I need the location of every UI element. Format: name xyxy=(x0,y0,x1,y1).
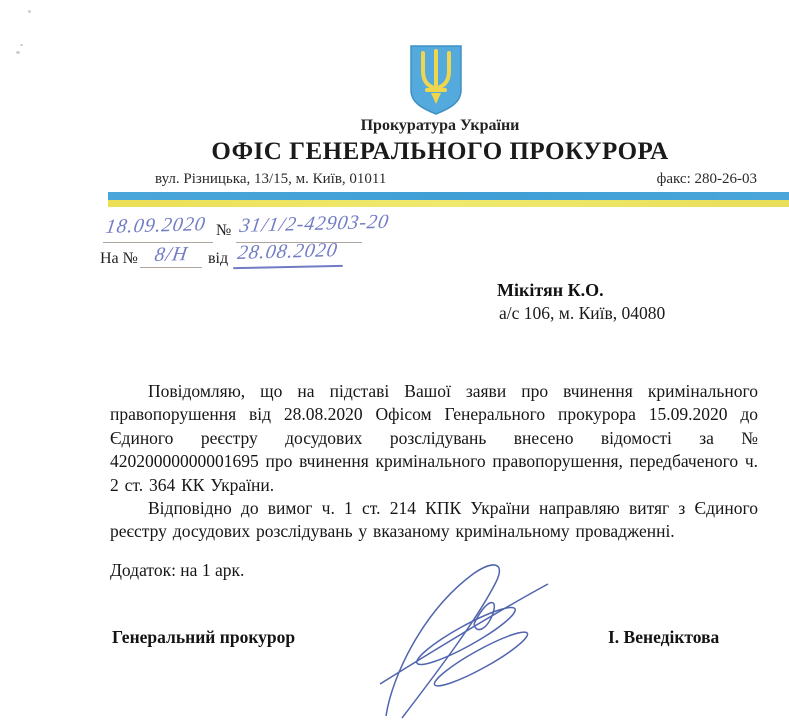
recipient-address: а/с 106, м. Київ, 04080 xyxy=(499,303,666,323)
org-title: ОФІС ГЕНЕРАЛЬНОГО ПРОКУРОРА xyxy=(211,138,669,165)
recipient-name: Мікітян К.О. xyxy=(497,280,604,300)
letter-body xyxy=(110,380,758,544)
signer-position-title: Генеральний прокурор xyxy=(112,627,296,647)
scan-speck xyxy=(28,10,31,13)
number-sign: № xyxy=(216,222,232,239)
from-label: від xyxy=(208,250,229,267)
handwritten-underline xyxy=(233,265,343,269)
flag-band-yellow xyxy=(108,200,789,207)
form-underline xyxy=(140,267,202,268)
incoming-number-handwritten: 8/Н xyxy=(153,242,190,266)
flag-band xyxy=(108,192,789,207)
org-fax: факс: 280-26-03 xyxy=(656,171,757,187)
scan-speck xyxy=(16,51,20,54)
scan-speck xyxy=(20,44,23,46)
handwritten-signature xyxy=(378,556,560,721)
incoming-label: На № xyxy=(100,250,138,267)
signer-name: І. Венедіктова xyxy=(608,627,720,647)
outgoing-number-handwritten: 31/1/2-42903-20 xyxy=(238,210,391,237)
body-paragraph-1: Повідомляю, що на підставі Вашої заяви про вчинення кримінального правопорушення від 28.08.2020 Офісом Генерального прокурора 15.09.2020 до Єдиного реєстру досудових розслідувань внесено відомості за № 42020000000001695 про вчинення кримінального правопорушення, передбаченого ч. 2 ст. 364 КК України. xyxy=(110,381,758,495)
flag-band-blue xyxy=(108,192,789,200)
org-name-small: Прокуратура України xyxy=(360,117,520,134)
incoming-date-handwritten: 28.08.2020 xyxy=(236,239,340,264)
ukraine-trident-emblem xyxy=(409,44,463,115)
body-paragraph-2: Відповідно до вимог ч. 1 ст. 214 КПК України направляю витяг з Єдиного реєстру досудових розслідувань у вказаному кримінальному провадженні. xyxy=(110,498,758,542)
org-address: вул. Різницька, 13/15, м. Київ, 01011 xyxy=(155,171,387,187)
outgoing-date-handwritten: 18.09.2020 xyxy=(104,213,208,238)
attachment-note: Додаток: на 1 арк. xyxy=(110,560,245,580)
